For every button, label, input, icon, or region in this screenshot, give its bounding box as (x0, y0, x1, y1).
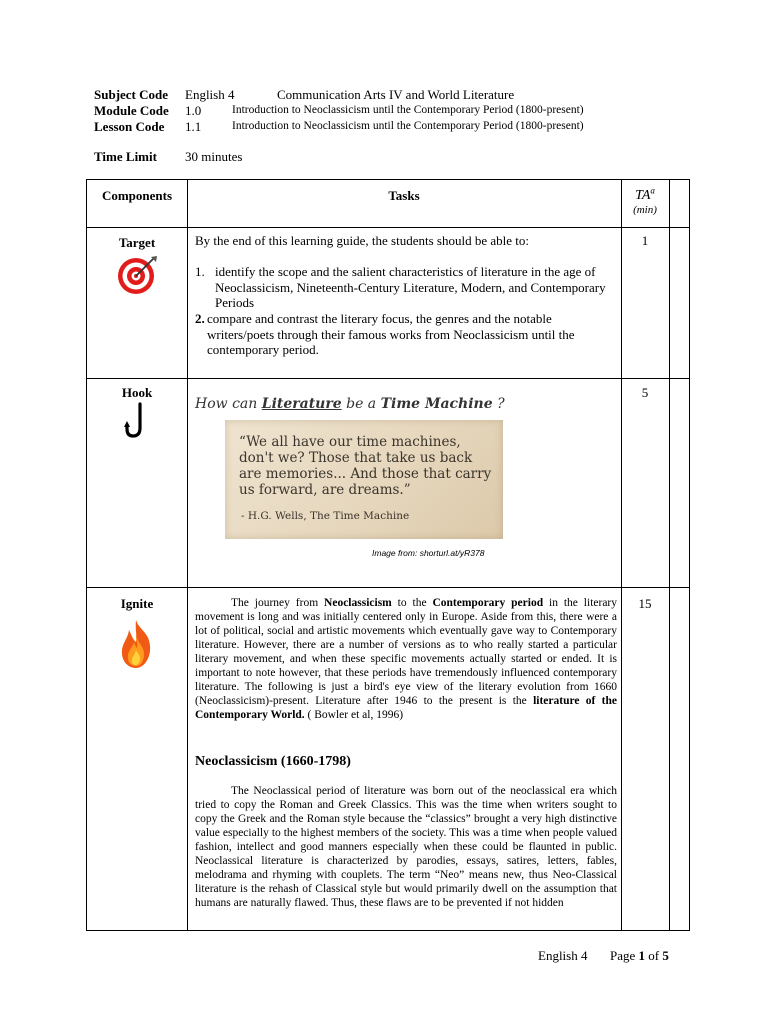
quote-author: - H.G. Wells, The Time Machine (241, 510, 410, 522)
hook-question (195, 396, 505, 412)
header-components: Components (101, 188, 173, 203)
target-icon (115, 254, 161, 296)
module-code-value: 1.0 (185, 103, 202, 118)
hook-question-literature: Literature (261, 396, 342, 412)
component-ignite-label: Ignite (120, 596, 154, 611)
header-tasks: Tasks (388, 188, 420, 203)
header-ta-text: TA (635, 187, 651, 203)
col-divider (621, 180, 622, 930)
image-credit: Image from: shorturl.at/yR378 (372, 548, 485, 558)
col-divider (669, 180, 670, 930)
footer-course: English 4 (538, 948, 588, 963)
hook-question-part: ? (492, 396, 505, 412)
col-divider (187, 180, 188, 930)
lesson-table (86, 179, 690, 931)
footer-page-label: Page (610, 948, 636, 963)
lesson-title: Introduction to Neoclassicism until the Contemporary Period (1800-present) (232, 120, 584, 132)
hook-question-time-machine: Time Machine (380, 396, 493, 412)
ignite-p1-literature-contemporary: literature of the Contemporary World. (195, 695, 617, 721)
subject-code-label: Subject Code (94, 87, 169, 102)
ignite-p1-text: The journey from (231, 597, 325, 609)
time-limit-label: Time Limit (94, 149, 157, 164)
component-hook-label: Hook (121, 385, 153, 400)
component-target-label: Target (118, 235, 156, 250)
hook-ta: 5 (641, 385, 649, 400)
lesson-code-value: 1.1 (185, 119, 202, 134)
row-divider (87, 227, 689, 228)
row-divider (87, 587, 689, 588)
ignite-p1-citation: ( Bowler et al, 1996) (304, 709, 404, 721)
subject-title: Communication Arts IV and World Literature (277, 87, 515, 102)
target-item2: compare and contrast the literary focus, the genres and the notable writers/poets through their famous works from Neoclassicism until the contemporary period. (207, 311, 575, 357)
footer-page-current: 1 (638, 948, 646, 963)
ignite-paragraph-2: The Neoclassical period of literature was born out of the neoclassical era which tried to copy the Roman and Greek Classics. This was the time when writers sought to copy the Greek and the Roman style because the “classics” brought a very high distinctive value especially to the highest members of the society. This was a time when people valued fashion, intellect and good manners especially when these could be flaunted in public. Neoclassical literature is characterized by parodies, essays, satires, letters, fables, melodrama and rhyming with couplets. The term “Neo” means new, thus Neo-Classical literature is the rehash of Classical style but would primarily dwell on the assumption that humans are naturally flawed. Thus, these flaws are to be prevented if not hidden (195, 785, 617, 909)
ignite-p1-neoclassicism: Neoclassicism (324, 597, 392, 609)
target-ta: 1 (641, 233, 649, 248)
ignite-p1-text: in the literary movement is long and was initially centered only in Europe. Aside from this, there were a lot of political, social and artistic movements which eventually gave way to Contemporary literature. However, there are a number of versions as to who really started a particular literary movement, and when these specific movements actually started or ended. It is important to note however, that these periods have tremendously influenced contemporary literature. The following is just a bird's eye view of the literary evolution from 1660 (Neoclassicism)-present. Literature after 1946 to the present is the (195, 597, 618, 707)
hook-question-part: How can (195, 396, 262, 412)
subject-code-value: English 4 (185, 87, 235, 102)
row-divider (87, 378, 689, 379)
quote-image (225, 420, 503, 539)
target-intro: By the end of this learning guide, the students should be able to: (195, 233, 529, 248)
ignite-ta: 15 (638, 596, 652, 611)
flame-icon (117, 618, 155, 670)
ignite-p1-text: to the (391, 597, 433, 609)
module-title: Introduction to Neoclassicism until the Contemporary Period (1800-present) (232, 104, 584, 116)
fishhook-icon (124, 402, 150, 440)
target-item1: identify the scope and the salient characteristics of literature in the age of Neoclassicism, Nineteenth-Century Literature, Modern, and Contemporary Periods (215, 264, 606, 310)
footer-page (610, 948, 669, 964)
footer-page-total: 5 (662, 948, 669, 963)
neoclassicism-heading: Neoclassicism (1660-1798) (195, 754, 351, 769)
header-ta (621, 185, 669, 216)
header-ta-unit: (min) (633, 203, 657, 216)
header-ta-sup: a (650, 185, 655, 195)
target-item2-number: 2. (195, 311, 205, 326)
ignite-paragraph-1 (195, 596, 617, 722)
footer-page-of: of (648, 948, 660, 963)
hook-question-part: be a (341, 396, 381, 412)
ignite-p1-contemporary: Contemporary period (432, 597, 544, 609)
target-item1-number: 1. (195, 264, 205, 279)
time-limit-value: 30 minutes (185, 149, 243, 164)
lesson-code-label: Lesson Code (94, 119, 165, 134)
quote-text: “We all have our time machines, don't we? Those that take us back are memories... And those that carry us forward, are dreams.” (239, 434, 492, 498)
module-code-label: Module Code (94, 103, 169, 118)
